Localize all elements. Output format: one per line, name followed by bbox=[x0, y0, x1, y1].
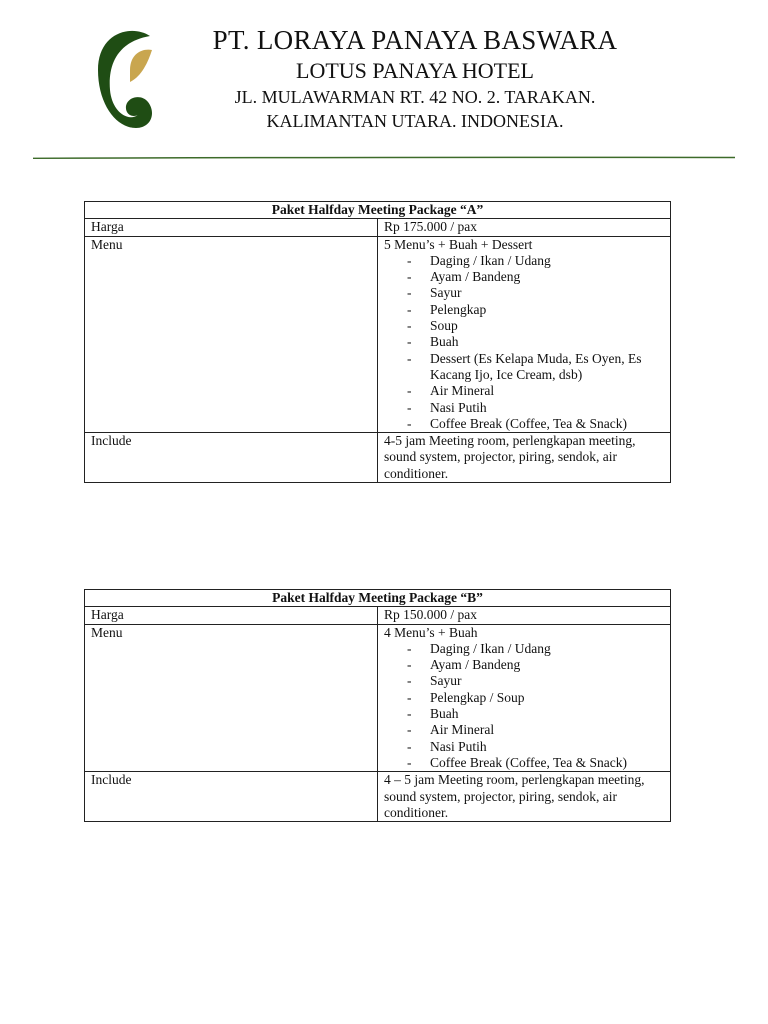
include-value: 4-5 jam Meeting room, perlengkapan meeting, sound system, projector, piring, sendok, air conditioner. bbox=[378, 433, 671, 483]
menu-item: - Dessert (Es Kelapa Muda, Es Oyen, Es Kacang Ijo, Ice Cream, dsb) bbox=[416, 351, 664, 384]
menu-list bbox=[384, 253, 664, 432]
harga-value: Rp 150.000 / pax bbox=[378, 607, 671, 624]
harga-value: Rp 175.000 / pax bbox=[378, 219, 671, 236]
company-name: PT. LORAYA PANAYA BASWARA bbox=[212, 25, 618, 55]
package-title: Paket Halfday Meeting Package “A” bbox=[85, 202, 671, 219]
menu-item: - Pelengkap / Soup bbox=[416, 690, 664, 706]
hotel-name: LOTUS PANAYA HOTEL bbox=[296, 58, 534, 83]
menu-cell bbox=[378, 624, 671, 772]
address-line-1: JL. MULAWARMAN RT. 42 NO. 2. TARAKAN. bbox=[234, 87, 596, 107]
include-label: Include bbox=[85, 772, 378, 822]
address-line-2: KALIMANTAN UTARA. INDONESIA. bbox=[266, 111, 564, 131]
menu-label: Menu bbox=[85, 624, 378, 772]
menu-item: - Coffee Break (Coffee, Tea & Snack) bbox=[416, 755, 664, 771]
header-divider bbox=[33, 155, 735, 159]
menu-item: - Daging / Ikan / Udang bbox=[416, 641, 664, 657]
menu-item: - Nasi Putih bbox=[416, 400, 664, 416]
menu-item: - Sayur bbox=[416, 673, 664, 689]
menu-item: - Daging / Ikan / Udang bbox=[416, 253, 664, 269]
menu-item: - Nasi Putih bbox=[416, 739, 664, 755]
menu-summary: 4 Menu’s + Buah bbox=[384, 624, 478, 640]
include-label: Include bbox=[85, 433, 378, 483]
include-value: 4 – 5 jam Meeting room, perlengkapan meeting, sound system, projector, piring, sendok, air conditioner. bbox=[378, 772, 671, 822]
harga-label: Harga bbox=[85, 219, 378, 236]
menu-item: - Buah bbox=[416, 706, 664, 722]
menu-cell bbox=[378, 236, 671, 433]
menu-list bbox=[384, 641, 664, 771]
letterhead bbox=[170, 24, 660, 133]
hotel-logo-icon bbox=[92, 26, 158, 134]
package-title: Paket Halfday Meeting Package “B” bbox=[85, 590, 671, 607]
menu-item: - Sayur bbox=[416, 285, 664, 301]
package-table-a bbox=[84, 201, 671, 483]
menu-item: - Pelengkap bbox=[416, 302, 664, 318]
menu-label: Menu bbox=[85, 236, 378, 433]
menu-item: - Buah bbox=[416, 334, 664, 350]
menu-item: - Ayam / Bandeng bbox=[416, 269, 664, 285]
menu-item: - Soup bbox=[416, 318, 664, 334]
menu-item: - Air Mineral bbox=[416, 722, 664, 738]
menu-summary: 5 Menu’s + Buah + Dessert bbox=[384, 236, 533, 252]
menu-item: - Air Mineral bbox=[416, 383, 664, 399]
menu-item: - Coffee Break (Coffee, Tea & Snack) bbox=[416, 416, 664, 432]
harga-label: Harga bbox=[85, 607, 378, 624]
menu-item: - Ayam / Bandeng bbox=[416, 657, 664, 673]
package-table-b bbox=[84, 589, 671, 822]
